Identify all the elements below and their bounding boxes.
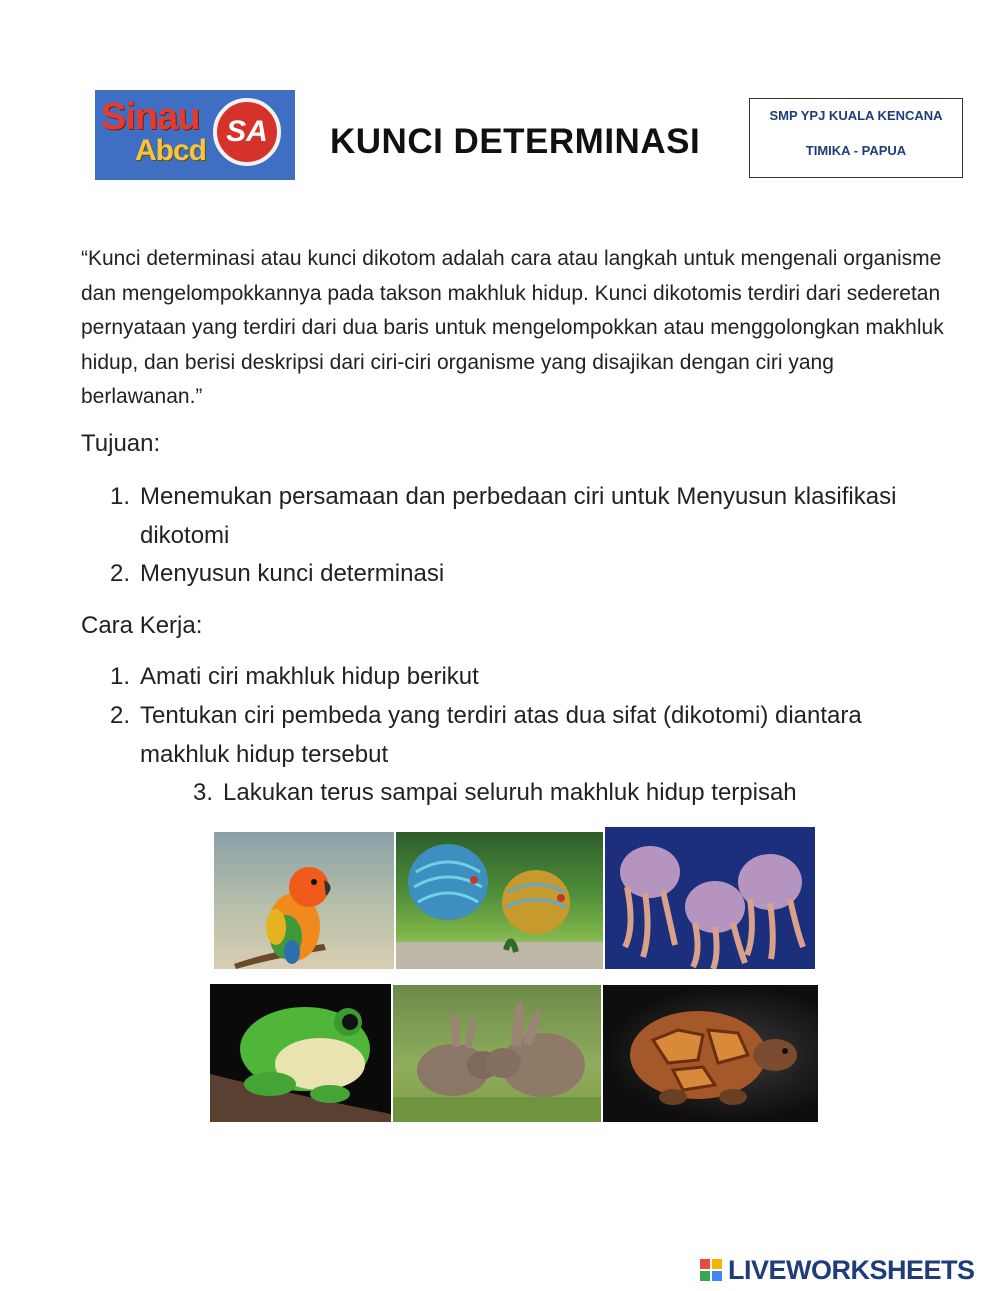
item-text: Menemukan persamaan dan perbedaan ciri untuk Menyusun klasifikasi dikotomi (140, 483, 897, 549)
cara-kerja-item (193, 774, 797, 813)
item-text: Menyusun kunci determinasi (140, 560, 445, 587)
item-text: Lakukan terus sampai seluruh makhluk hidup terpisah (223, 779, 797, 806)
cara-kerja-item (110, 697, 900, 774)
tujuan-heading: Tujuan: (81, 430, 161, 457)
school-info-box (749, 98, 963, 178)
block (712, 1271, 722, 1281)
liveworksheets-brand-text: LIVEWORKSHEETS (728, 1254, 975, 1285)
block (700, 1271, 710, 1281)
item-number: 1. (110, 663, 131, 690)
page-title: KUNCI DETERMINASI (330, 122, 701, 161)
tujuan-item (110, 555, 444, 594)
item-number: 1. (110, 483, 131, 510)
item-number: 3. (193, 779, 214, 806)
sinau-abcd-logo (95, 90, 295, 180)
cara-kerja-heading: Cara Kerja: (81, 612, 203, 639)
rabbits-photo (393, 985, 601, 1122)
definition-paragraph: “Kunci determinasi atau kunci dikotom adalah cara atau langkah untuk mengenali organisme dan mengelompokkannya pada takson makhluk hidup. Kunci dikotomis terdiri dari sederetan pernyataan yang terdiri dari dua baris untuk mengelompokkan atau menggolongkan makhluk hidup, dan berisi deskripsi dari ciri-ciri organisme yang disajikan dengan ciri yang berlawanan.” (81, 247, 944, 408)
liveworksheets-logo (700, 1256, 975, 1284)
logo-text-sinau: Sinau (101, 96, 200, 138)
logo-badge: SA (213, 98, 281, 166)
item-number: 2. (110, 560, 131, 587)
cara-kerja-item (110, 658, 479, 697)
logo-text-abcd: Abcd (135, 134, 206, 167)
liveworksheets-blocks-icon (700, 1259, 722, 1281)
jellyfish-photo (605, 827, 815, 969)
tujuan-item (110, 478, 920, 555)
item-number: 2. (110, 702, 131, 729)
block (712, 1259, 722, 1269)
parrot-photo (214, 832, 394, 969)
block (700, 1259, 710, 1269)
item-text: Amati ciri makhluk hidup berikut (140, 663, 479, 690)
school-location: TIMIKA - PAPUA (805, 143, 907, 158)
discus-fish-photo (396, 832, 603, 969)
item-text: Tentukan ciri pembeda yang terdiri atas dua sifat (dikotomi) diantara makhluk hidup tersebut (140, 702, 862, 768)
tortoise-photo (603, 985, 818, 1122)
frog-photo (210, 984, 391, 1122)
school-name: SMP YPJ KUALA KENCANA (769, 108, 943, 123)
